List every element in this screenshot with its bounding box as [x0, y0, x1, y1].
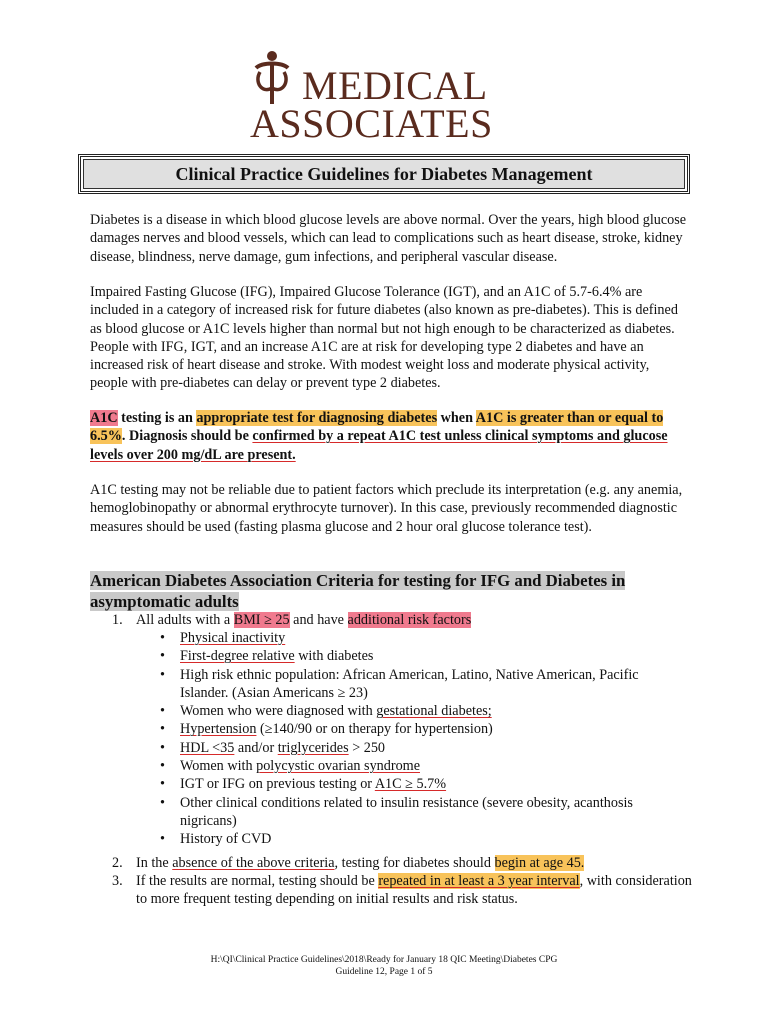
heading-line-1: American Diabetes Association Criteria for testing for IFG and Diabetes in	[90, 571, 626, 590]
underlined-text: First-degree relative	[180, 648, 295, 665]
logo-text-associates: ASSOCIATES	[250, 101, 493, 146]
text-segment: If the results are normal, testing should be	[136, 873, 379, 889]
bmi-highlight: BMI ≥ 25	[233, 612, 290, 628]
list-item	[160, 720, 680, 738]
text-segment: > 250	[348, 739, 386, 756]
logo-text-medical: MEDICAL	[302, 63, 488, 108]
a1c-diagnosis-paragraph	[90, 409, 690, 464]
underlined-text: HDL <35	[180, 739, 235, 756]
list-item	[160, 666, 680, 703]
text-segment: IGT or IFG on previous testing or	[180, 776, 375, 793]
underlined-text: gestational diabetes;	[376, 703, 492, 720]
underlined-text: Physical inactivity	[180, 630, 286, 646]
intro-paragraph: Diabetes is a disease in which blood glucose levels are above normal. Over the years, high blood glucose damages nerves and blood vessels, which can lead to complications such as heart disease, stroke, kidney disease, blindness, nerve damage, gum infections, and peripheral vascular disease.	[90, 212, 687, 265]
list-item	[160, 739, 680, 757]
a1c-threshold-highlight: A1C is greater than or equal to 6.5%	[90, 410, 664, 445]
medical-associates-logo	[248, 44, 493, 146]
text-segment: with diabetes	[294, 648, 374, 665]
underlined-text: polycystic ovarian syndrome	[256, 758, 420, 775]
title-box	[78, 154, 690, 194]
text-segment: and/or	[234, 739, 278, 756]
ada-criteria-heading	[90, 570, 670, 612]
text-segment: Other clinical conditions related to insulin resistance (severe obesity, acanthosis nigricans)	[180, 794, 633, 829]
text-segment: . Diagnosis should be	[121, 428, 253, 445]
confirmation-underline: confirmed by a repeat A1C test unless clinical symptoms and glucose levels over 200 mg/dL are present.	[90, 428, 668, 463]
list-item	[160, 775, 680, 793]
text-segment: when	[437, 410, 476, 426]
list-item	[160, 757, 680, 775]
text-segment: Women who were diagnosed with	[180, 703, 377, 720]
list-item	[160, 794, 680, 831]
list-item	[160, 629, 680, 647]
underlined-text: triglycerides	[277, 739, 349, 756]
text-segment: High risk ethnic population: African American, Latino, Native American, Pacific Islander. (Asian Americans ≥ 23)	[180, 666, 639, 701]
text-segment: , testing for diabetes should	[334, 855, 495, 871]
text-segment: and have	[289, 612, 348, 628]
text-segment: testing is an	[117, 410, 197, 426]
text-segment: History of CVD	[180, 831, 272, 848]
list-number: 3.	[112, 873, 123, 889]
text-segment: All adults with a	[136, 612, 234, 628]
list-item	[160, 647, 680, 665]
footer-path: H:\QI\Clinical Practice Guidelines\2018\Ready for January 18 QIC Meeting\Diabetes CPG	[210, 955, 558, 965]
risk-factor-list	[160, 629, 680, 849]
text-segment: (≥140/90 or on therapy for hypertension)	[256, 721, 493, 738]
risk-factors-highlight: additional risk factors	[347, 612, 472, 628]
underlined-text: A1C ≥ 5.7%	[374, 776, 447, 793]
list-item-text	[136, 854, 696, 872]
list-item-text	[136, 611, 696, 629]
list-number: 2.	[112, 855, 123, 871]
underlined-text: Hypertension	[180, 721, 257, 738]
list-item	[160, 702, 680, 720]
text-segment: Women with	[180, 758, 257, 775]
heading-line-2: asymptomatic adults	[90, 592, 239, 611]
document-title: Clinical Practice Guidelines for Diabetes Management	[83, 159, 685, 189]
list-item-text	[136, 872, 696, 909]
text-segment: , with consideration to more frequent testing depending on initial results and risk status.	[136, 873, 692, 908]
list-item	[160, 830, 680, 848]
text-segment: In the	[136, 855, 173, 871]
absence-criteria-underline: absence of the above criteria	[172, 855, 335, 871]
appropriate-test-highlight: appropriate test for diagnosing diabetes	[196, 410, 438, 426]
interval-highlight: repeated in at least a 3 year interval	[378, 873, 580, 889]
a1c-reliability-paragraph: A1C testing may not be reliable due to patient factors which preclude its interpretation (e.g. any anemia, hemoglobinopathy or abnormal erythrocyte turnover). In this case, previously recommended diagnostic measures should be used (fasting plasma glucose and 2 hour oral glucose tolerance test).	[90, 482, 683, 535]
a1c-highlight: A1C	[90, 410, 118, 426]
footer-page-number: Guideline 12, Page 1 of 5	[335, 967, 433, 977]
list-number: 1.	[112, 612, 123, 628]
begin-age-highlight: begin at age 45.	[494, 855, 585, 871]
prediabetes-paragraph: Impaired Fasting Glucose (IFG), Impaired Glucose Tolerance (IGT), and an A1C of 5.7-6.4% are included in a category of increased risk for future diabetes (also known as pre-diabetes). This is defined as blood glucose or A1C levels higher than normal but not high enough to be characterized as diabetes. People with IFG, IGT, and an increase A1C are at risk for developing type 2 diabetes and have an increased risk of heart disease and stroke. With modest weight loss and moderate physical activity, people with pre-diabetes can delay or prevent type 2 diabetes.	[90, 284, 678, 392]
